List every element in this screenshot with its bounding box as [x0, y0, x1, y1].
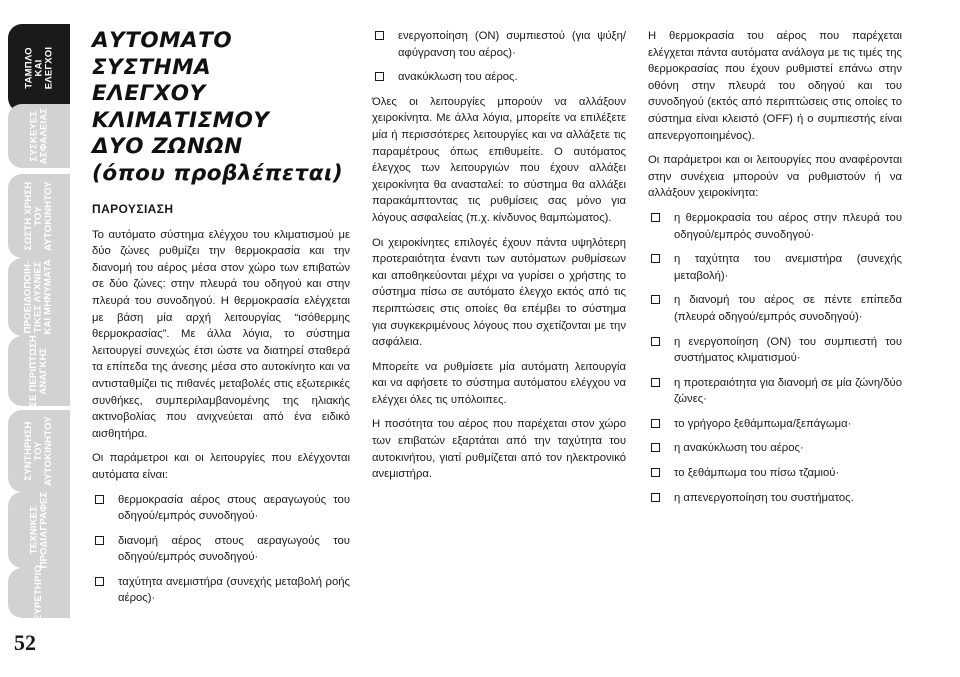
square-bullet-icon	[651, 295, 660, 304]
tab-label: ΕΥΡΕΤΗΡΙΟ	[33, 564, 44, 622]
section-heading: ΠΑΡΟΥΣΙΑΣΗ	[92, 202, 174, 216]
page-title	[92, 28, 350, 187]
list-item	[648, 440, 902, 457]
title-line: ΑΥΤΟΜΑΤΟ	[92, 28, 233, 53]
bullet-list	[92, 492, 350, 608]
tab-maintenance[interactable]	[8, 410, 70, 492]
tab-label: ΤΑΜΠΛΟ ΚΑΙ ΕΛΕΓΧΟΙ	[23, 46, 54, 90]
list-item-text: η ανακύκλωση του αέρος·	[674, 442, 804, 455]
list-item-text: η προτεραιότητα για διανομή σε μία ζώνη/δύο ζώνες·	[674, 376, 902, 406]
list-item-text: η απενεργοποίηση του συστήματος.	[674, 491, 854, 504]
tab-warning-lights[interactable]	[8, 258, 70, 336]
list-item	[648, 251, 902, 284]
list-item	[648, 490, 902, 507]
list-item-text: το ξεθάμπωμα του πίσω τζαμιού·	[674, 467, 840, 480]
list-item	[648, 416, 902, 433]
column-3	[648, 28, 902, 514]
list-item-text: θερμοκρασία αέρος στους αεραγωγούς του οδηγού/εμπρός συνοδηγού·	[118, 493, 350, 523]
tab-label: ΣΩΣΤΗ ΧΡΗΣΗ ΤΟΥ ΑΥΤΟΚΙΝΗΤΟΥ	[23, 181, 54, 251]
tab-label: ΠΡΟΕΙΔΟΠΟΙΗ- ΤΙΚΕΣ ΛΥΧΝΙΕΣ ΚΑΙ ΜΗΝΥΜΑΤΑ	[23, 259, 55, 335]
tab-label: ΤΕΧΝΙΚΕΣ ΠΡΟΔΙΑΓΡΑΦΕΣ	[28, 491, 49, 569]
paragraph: Μπορείτε να ρυθμίσετε μία αυτόματη λειτουργία και να αφήσετε το σύστημα αυτόματου ελέγχου να ελέγχει όλες τις υπόλοιπες.	[372, 360, 626, 406]
title-line: (όπου προβλέπεται)	[92, 160, 344, 186]
tab-label: ΣΕ ΠΕΡΙΠΤΩΣΗ ΑΝΑΓΚΗΣ	[28, 335, 50, 407]
square-bullet-icon	[651, 493, 660, 502]
list-item	[372, 28, 626, 61]
paragraph: Οι παράμετροι και οι λειτουργίες που ελέγχονται αυτόματα είναι:	[92, 452, 350, 481]
tab-correct-use[interactable]	[8, 174, 70, 258]
square-bullet-icon	[651, 419, 660, 428]
list-item-text: η ενεργοποίηση (ON) του συμπιεστή του συστήματος κλιματισμού·	[674, 335, 902, 365]
square-bullet-icon	[651, 443, 660, 452]
paragraph: Όλες οι λειτουργίες μπορούν να αλλάξουν χειροκίνητα. Με άλλα λόγια, μπορείτε να επιλέξετε μία ή περισσότερες λειτουργίες και να αλλάξετε τις παραμέτρους όπως επιθυμείτε. Ο αυτόματος έλεγχος των λειτουργιών που έχουν αλλάξει χειροκίνητα θα ανασταλεί: το σύστημα θα αλλάξει παρακάμπτοντας τις ρυθμίσεις σας μόνο για λόγους ασφαλείας (π.χ. κίνδυνος θαμπώματος).	[372, 95, 626, 224]
square-bullet-icon	[651, 468, 660, 477]
square-bullet-icon	[95, 495, 104, 504]
title-line: ΔΥΟ ΖΩΝΩΝ	[92, 134, 243, 159]
list-item-text: η θερμοκρασία του αέρος στην πλευρά του οδηγού/εμπρός συνοδηγού·	[674, 211, 902, 241]
square-bullet-icon	[651, 378, 660, 387]
paragraph: Οι χειροκίνητες επιλογές έχουν πάντα υψηλότερη προτεραιότητα έναντι των αυτόματων ρυθμίσεων και αποθηκεύονται μέχρι να γυρίσει ο χρήστης το σύστημα πίσω σε αυτόματο έλεγχο εκτός από τις περιπτώσεις στις οποίες θα επέμβει το σύστημα για συγκεκριμένους λόγους που σχετίζονται με την ασφάλεια.	[372, 236, 626, 349]
list-item-text: διανομή αέρος στους αεραγωγούς του οδηγού/εμπρός συνοδηγού·	[118, 534, 350, 564]
paragraph: Η ποσότητα του αέρος που παρέχεται στον χώρο των επιβατών εξαρτάται από την ταχύτητα του αυτοκινήτου, γιατί ρυθμίζεται από τον ηλεκτρονικό ανεμιστήρα.	[372, 418, 626, 481]
column-2	[372, 28, 626, 491]
square-bullet-icon	[95, 577, 104, 586]
bullet-list	[372, 28, 626, 86]
list-item	[92, 574, 350, 607]
list-item-text: ενεργοποίηση (ON) συμπιεστού (για ψύξη/αφύγρανση του αέρος)·	[398, 30, 626, 59]
tab-emergency[interactable]	[8, 336, 70, 406]
square-bullet-icon	[651, 213, 660, 222]
chapter-tab-sidebar	[0, 0, 76, 677]
list-item-text: η διανομή του αέρος σε πέντε επίπεδα (πλευρά οδηγού/εμπρός συνοδηγού)·	[674, 294, 902, 323]
list-item	[648, 465, 902, 482]
list-item-text: ανακύκλωση του αέρος.	[398, 71, 518, 84]
tab-index[interactable]	[8, 564, 70, 622]
list-item	[92, 492, 350, 525]
tab-safety-devices[interactable]	[8, 104, 70, 168]
list-item	[648, 334, 902, 367]
list-item-text: η ταχύτητα του ανεμιστήρα (συνεχής μεταβολή)·	[674, 253, 902, 282]
paragraph: Η θερμοκρασία του αέρος που παρέχεται ελέγχεται πάντα αυτόματα ανάλογα με τις τιμές της θερμοκρασίας που έχουν ρυθμιστεί επάνω στην οθόνη στην πλευρά του οδηγού και του συνοδηγού (εκτός από περιπτώσεις στις οποίες το σύστημα είναι κλειστό (OFF) ή ο συμπιεστής είναι απενεργοποιημένος).	[648, 30, 902, 142]
paragraph: Οι παράμετροι και οι λειτουργίες που αναφέρονται στην συνέχεια μπορούν να ρυθμιστούν ή να αλλάξουν χειροκίνητα:	[648, 154, 902, 200]
page-number: 52	[14, 630, 36, 655]
tab-label: ΣΥΝΤΗΡΗΣΗ ΤΟΥ ΑΥΤΟΚΙΝΗΤΟΥ	[23, 416, 54, 486]
tab-dashboard-controls[interactable]	[8, 24, 70, 112]
square-bullet-icon	[95, 536, 104, 545]
paragraph: Το αυτόματο σύστημα ελέγχου του κλιματισμού με δύο ζώνες ρυθμίζει την θερμοκρασία και την διανομή του αέρος μέσα στον χώρο των επιβατών σε δύο ζώνες: στην πλευρά του οδηγού και στην πλευρά του συνοδηγού. Η θερμοκρασία ελέγχεται με βάση μία αρχή λειτουργίας “ισόθερμης θερμοκρασίας”. Με άλλα λόγια, το σύστημα λειτουργεί συνεχώς έτσι ώστε να διατηρεί σταθερά τα επίπεδα της άνεσης μέσα στο αυτοκίνητο και να αντισταθμίζει τις πιθανές μεταβολές στις εξωτερικές συνθήκες, συμπεριλαμβανομένης της ηλιακής ακτινοβολίας που ανιχνεύεται από ένα ειδικό αισθητήρα.	[92, 228, 350, 440]
list-item	[648, 210, 902, 243]
tab-label: ΣΥΣΚΕΥΕΣ ΑΣΦΑΛΕΙΑΣ	[27, 107, 49, 165]
list-item-text: ταχύτητα ανεμιστήρα (συνεχής μεταβολή ροής αέρος)·	[118, 575, 350, 605]
square-bullet-icon	[651, 337, 660, 346]
title-line: ΚΛΙΜΑΤΙΣΜΟΥ	[92, 107, 270, 133]
list-item-text: το γρήγορο ξεθάμπωμα/ξεπάγωμα·	[674, 417, 852, 430]
list-item	[92, 533, 350, 566]
square-bullet-icon	[651, 254, 660, 263]
square-bullet-icon	[375, 72, 384, 81]
column-1	[92, 28, 350, 615]
list-item	[648, 292, 902, 325]
list-item	[372, 69, 626, 86]
tab-technical-specs[interactable]	[8, 492, 70, 568]
list-item	[648, 375, 902, 408]
square-bullet-icon	[375, 31, 384, 40]
title-line: ΕΛΕΓΧΟΥ	[92, 81, 206, 106]
title-line: ΣΥΣΤΗΜΑ	[92, 54, 212, 80]
bullet-list	[648, 210, 902, 506]
